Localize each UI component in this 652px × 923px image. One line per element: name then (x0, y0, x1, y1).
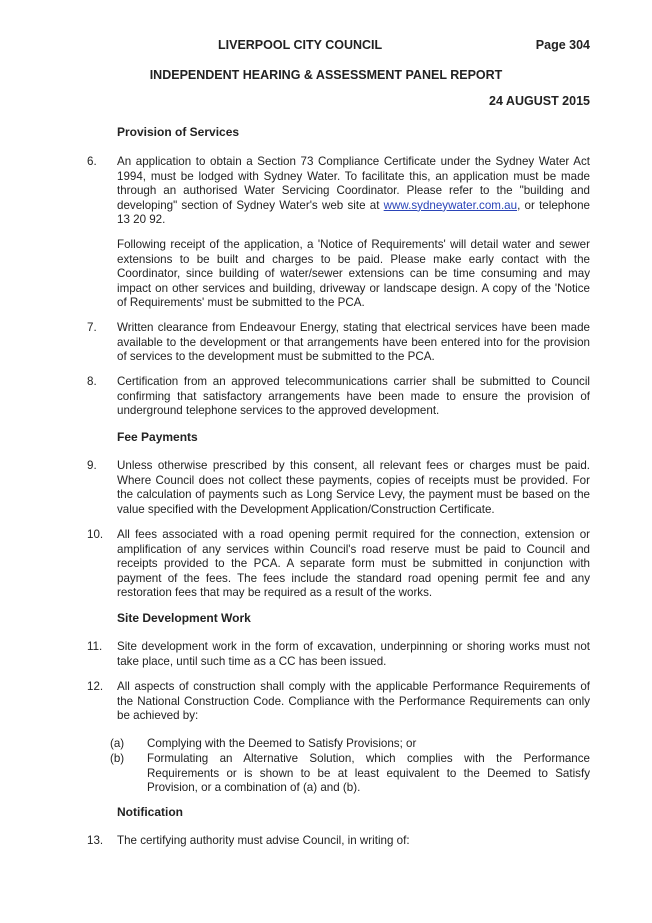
condition-6-text-end: , or telephone 13 20 92. (117, 198, 591, 227)
condition-6-paragraph-1 (117, 155, 590, 228)
heading-provision-of-services: Provision of Services (117, 125, 240, 139)
condition-12-item-b-label: (b) (110, 752, 125, 765)
condition-9-text: Unless otherwise prescribed by this consent, all relevant fees or charges must be paid. Where Council does not collect these payments, copies of receipts must be provided. For the calculation of payments such as Long Service Levy, the payment must be based on the value specified with the Development Application/Construction Certificate. (117, 459, 590, 516)
condition-6-paragraph-2: Following receipt of the application, a 'Notice of Requirements' will detail water and sewer extensions to be built and charges to be paid. Please make early contact with the Coordinator, since building of water/sewer extensions can be time consuming and may impact on other services and building, driveway or landscape design. A copy of the 'Notice of Requirements' must be submitted to the PCA. (117, 238, 590, 310)
page-number: Page 304 (535, 38, 590, 52)
condition-6-number: 6. (87, 155, 97, 168)
condition-7-number: 7. (87, 321, 97, 334)
report-date: 24 AUGUST 2015 (489, 94, 590, 108)
condition-10-number: 10. (87, 528, 104, 541)
condition-12-item-a-label: (a) (110, 737, 125, 750)
condition-12-number: 12. (87, 680, 104, 693)
condition-12-text: All aspects of construction shall comply with the applicable Performance Requirements of the National Construction Code. Compliance with the Performance Requirements can only be achieved by: (117, 680, 590, 723)
heading-site-development-work: Site Development Work (117, 611, 251, 625)
condition-10-text: All fees associated with a road opening permit required for the connection, extension or amplification of any services within Council's road reserve must be paid to Council and receipts provided to the PCA. A separate form must be submitted in conjunction with payment of the fees. The fees include the standard road opening permit fee and any restoration fees that may be required as a result of the works. (117, 528, 590, 600)
condition-12-item-b-text: Formulating an Alternative Solution, which complies with the Performance Requirements or is shown to be at least equivalent to the Deemed to Satisfy Provision, or a combination of (a) and (b). (147, 752, 590, 795)
condition-9-number: 9. (87, 459, 97, 472)
condition-11-text: Site development work in the form of excavation, underpinning or shoring works must not take place, until such time as a CC has been issued. (117, 640, 590, 668)
sydney-water-link[interactable]: www.sydneywater.com.au (383, 198, 518, 212)
report-title: INDEPENDENT HEARING & ASSESSMENT PANEL REPORT (149, 68, 503, 82)
condition-11-number: 11. (87, 640, 103, 653)
condition-6-text-start: An application to obtain a Section 73 Compliance Certificate under the Sydney Water Act 1994, must be lodged with Sydney Water. To facilitate this, an application must be made through an authorised Water Servicing Coordinator. Please refer to the "building and developing" section of Sydney Water's web site at (117, 155, 590, 212)
condition-12-item-a-text: Complying with the Deemed to Satisfy Provisions; or (147, 737, 417, 750)
condition-13-text: The certifying authority must advise Council, in writing of: (117, 834, 410, 847)
condition-7-text: Written clearance from Endeavour Energy, stating that electrical services have been made available to the development or that arrangements have been entered into for the provision of services to the development must be submitted to the PCA. (117, 321, 590, 364)
heading-fee-payments: Fee Payments (117, 430, 198, 444)
condition-8-text: Certification from an approved telecommunications carrier shall be submitted to Council confirming that satisfactory arrangements have been made to ensure the provision of underground telephone services to the approved development. (117, 375, 590, 418)
council-name: LIVERPOOL CITY COUNCIL (218, 38, 383, 52)
heading-notification: Notification (117, 805, 183, 819)
condition-13-number: 13. (87, 834, 104, 847)
condition-8-number: 8. (87, 375, 97, 388)
